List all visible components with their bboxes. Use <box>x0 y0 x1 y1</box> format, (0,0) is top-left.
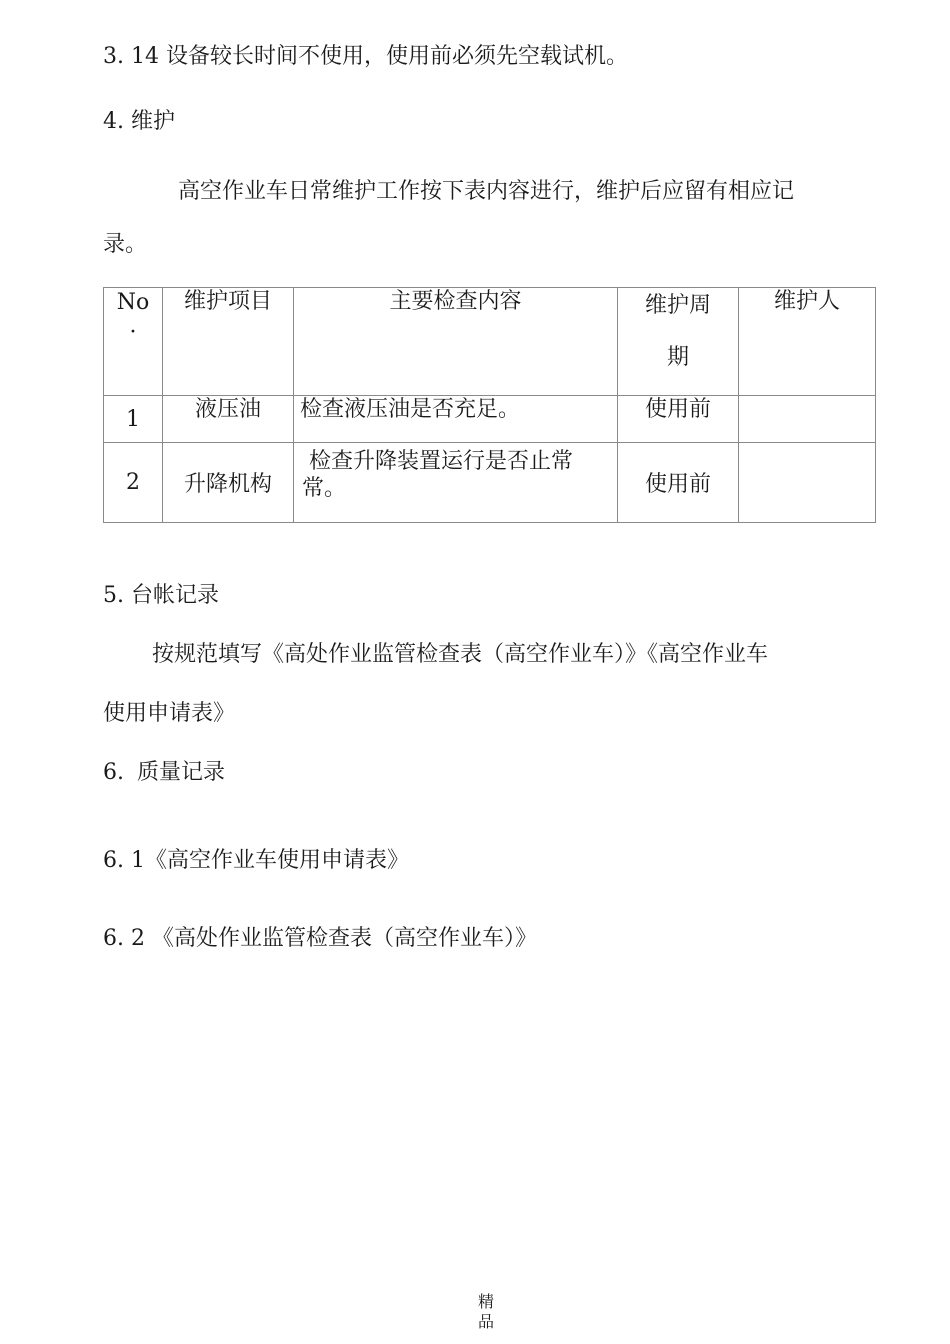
section-5-paragraph-line1: 按规范填写《高处作业监管检查表（高空作业车）》《高空作业车 <box>152 642 769 667</box>
row-no: 1 <box>104 396 163 443</box>
section-3-14 <box>103 43 628 71</box>
table-row <box>104 396 876 443</box>
section-title: 维护 <box>131 109 176 134</box>
section-4-paragraph-line2: 录。 <box>103 232 148 257</box>
row-content-line2: 常。 <box>302 476 347 501</box>
row-no: 2 <box>104 443 163 523</box>
section-number: 6. 1 <box>103 848 145 873</box>
header-period-line1: 维护周 <box>644 293 711 318</box>
row-content-line1: 检查升降装置运行是否止常 <box>302 449 573 474</box>
section-number: 5. <box>103 583 124 608</box>
row-person <box>739 396 876 443</box>
header-no <box>104 288 163 396</box>
section-title: 台帐记录 <box>131 583 220 608</box>
row-item: 液压油 <box>163 396 294 443</box>
section-number: 4. <box>103 109 124 134</box>
row-content: 检查液压油是否充足。 <box>294 396 618 443</box>
header-period-line2: 期 <box>666 345 689 370</box>
header-no-line1: No <box>116 290 150 315</box>
header-period <box>618 288 739 396</box>
section-6-1 <box>103 847 409 875</box>
row-content <box>294 443 618 523</box>
page-footer <box>476 1292 496 1332</box>
section-number: 6. 2 <box>103 926 145 951</box>
header-no-line2: · <box>129 320 137 345</box>
row-person <box>739 443 876 523</box>
table-row <box>104 443 876 523</box>
section-text: 《高空作业车使用申请表》 <box>144 848 409 873</box>
section-6-heading <box>103 759 225 787</box>
section-4-heading <box>103 108 175 136</box>
header-content: 主要检查内容 <box>294 288 618 396</box>
section-6-2 <box>103 925 537 953</box>
header-person: 维护人 <box>739 288 876 396</box>
footer-line2: 品 <box>477 1312 494 1331</box>
section-number: 3. 14 <box>103 44 159 69</box>
table-header-row <box>104 288 876 396</box>
maintenance-table <box>103 287 876 523</box>
row-period: 使用前 <box>618 396 739 443</box>
section-4-paragraph-line1: 高空作业车日常维护工作按下表内容进行，维护后应留有相应记 <box>178 179 795 204</box>
row-item: 升降机构 <box>163 443 294 523</box>
section-5-heading <box>103 582 219 610</box>
row-period: 使用前 <box>618 443 739 523</box>
section-text: 设备较长时间不使用，使用前必须先空载试机。 <box>165 44 628 69</box>
section-title: 质量记录 <box>137 760 226 785</box>
header-item: 维护项目 <box>163 288 294 396</box>
section-text: 《高处作业监管检查表（高空作业车）》 <box>151 926 537 951</box>
footer-line1: 精 <box>477 1292 494 1311</box>
section-5-paragraph-line2: 使用申请表》 <box>103 701 236 726</box>
section-number: 6. <box>103 760 124 785</box>
